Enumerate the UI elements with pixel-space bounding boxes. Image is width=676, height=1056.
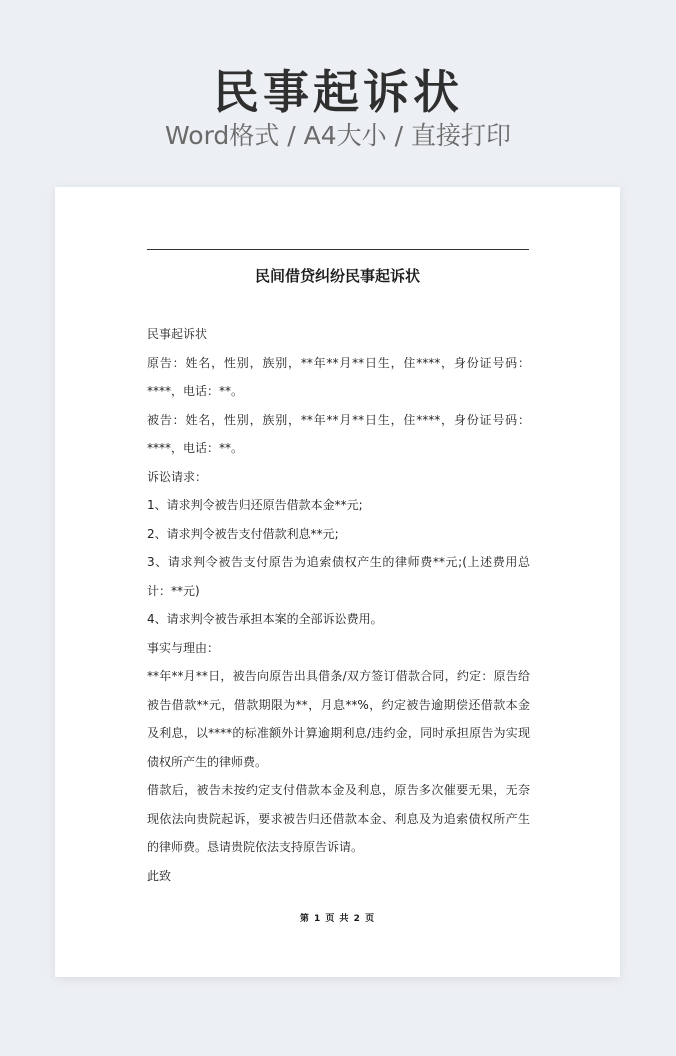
paragraph-closing: 此致 <box>147 868 172 883</box>
page-number: 第 1 页 共 2 页 <box>299 914 376 924</box>
paragraph-claim-2: 2、请求判令被告支付借款利息**元; <box>147 526 339 541</box>
paragraph-facts-heading: 事实与理由： <box>147 640 220 655</box>
paragraph-claim-4: 4、请求判令被告承担本案的全部诉讼费用。 <box>147 612 383 626</box>
banner-title: 民事起诉状 <box>213 65 463 119</box>
paragraph-plaintiff: 原告：姓名，性别，族别，**年**月**日生，住****，身份证号码：****，电话：**。 <box>147 355 530 398</box>
document-title: 民间借贷纠纷民事起诉状 <box>254 267 420 285</box>
paragraph-heading: 民事起诉状 <box>147 327 208 341</box>
document-body <box>147 320 530 890</box>
paragraph-claim-3: 3、请求判令被告支付原告为追索债权产生的律师费**元;(上述费用总计：**元) <box>147 555 530 598</box>
header-rule <box>147 249 529 250</box>
paragraph-facts-1: **年**月**日，被告向原告出具借条/双方签订借款合同，约定：原告给被告借款**元，借款期限为**，月息**%，约定被告逾期偿还借款本金及利息，以****的标准额外计算逾期利息/违约金，同时承担原告为实现债权所产生的律师费。 <box>147 669 530 769</box>
paragraph-claim-1: 1、请求判令被告归还原告借款本金**元; <box>147 498 363 512</box>
paragraph-facts-2: 借款后，被告未按约定支付借款本金及利息，原告多次催要无果，无奈现依法向贵院起诉，要求被告归还借款本金、利息及为追索债权所产生的律师费。恳请贵院依法支持原告诉请。 <box>147 783 530 854</box>
document-page <box>55 187 620 977</box>
banner-subtitle: Word格式 / A4大小 / 直接打印 <box>165 121 511 150</box>
paragraph-defendant: 被告：姓名，性别，族别，**年**月**日生，住****，身份证号码：****，电话：**。 <box>147 412 530 455</box>
paragraph-claims-heading: 诉讼请求： <box>147 469 208 484</box>
